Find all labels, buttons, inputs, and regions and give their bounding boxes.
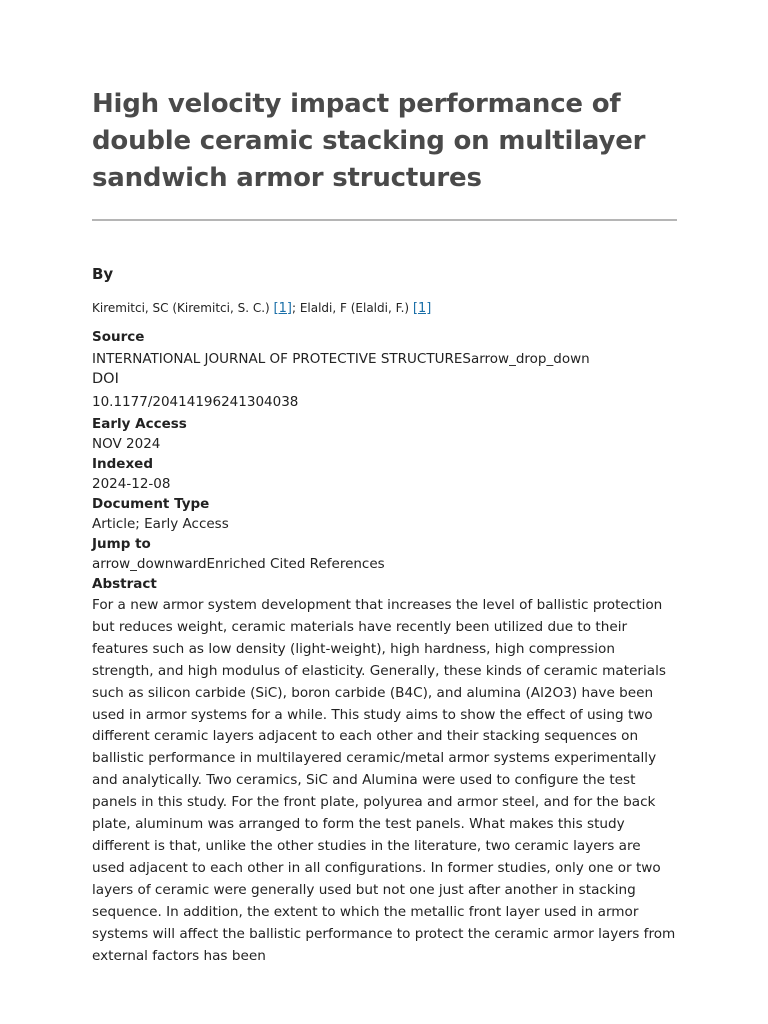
document-type-label: Document Type [92,496,210,512]
doi-label: DOI [92,371,119,387]
title-divider [92,219,677,221]
author-name[interactable]: Kiremitci, SC (Kiremitci, S. C.) [92,301,270,315]
article-title: High velocity impact performance of double ceramic stacking on multilayer sandwich armor structures [92,89,646,193]
early-access-label: Early Access [92,416,187,432]
article-record [92,86,677,967]
author-name[interactable]: Elaldi, F (Elaldi, F.) [299,301,410,315]
doi-field [92,369,677,412]
source-field [92,327,677,369]
doi-value: 10.1177/20414196241304038 [92,394,299,410]
author-separator: ; [291,301,296,315]
abstract-text: For a new armor system development that increases the level of ballistic protection but reduces weight, ceramic materials have recently been utilized due to their features such as low density (light-weight), high hardness, high compression strength, and high modulus of elasticity. Generally, these kinds of ceramic materials such as silicon carbide (SiC), boron carbide (B4C), and alumina (Al2O3) have been used in armor systems for a while. This study aims to show the effect of using two different ceramic layers adjacent to each other and their stacking sequences on ballistic performance in multilayered ceramic/metal armor systems experimentally and analytically. Two ceramics, SiC and Alumina were used to configure the test panels in this study. For the front plate, polyurea and armor steel, and for the back plate, aluminum was arranged to form the test panels. What makes this study different is that, unlike the other studies in the literature, two ceramic layers are used adjacent to each other in all configurations. In former studies, only one or two layers of ceramic were generally used but not one just after another in stacking sequence. In addition, the extent to which the metallic front layer used in armor systems will affect the ballistic performance to protect the ceramic armor layers from external factors has been [92,597,676,964]
jump-to-field [92,534,677,574]
early-access-value: NOV 2024 [92,436,161,452]
author-list [92,301,677,316]
abstract-section [92,574,677,967]
jump-to-link[interactable]: arrow_downwardEnriched Cited References [92,556,385,572]
author-affiliation-link[interactable]: [1] [412,301,432,316]
document-type-value: Article; Early Access [92,516,229,532]
early-access-field [92,414,677,454]
by-label: By [92,265,114,283]
source-value[interactable]: INTERNATIONAL JOURNAL OF PROTECTIVE STRUCTURESarrow_drop_down [92,351,590,367]
indexed-label: Indexed [92,456,153,472]
source-label: Source [92,329,145,345]
indexed-field [92,454,677,494]
jump-to-label: Jump to [92,536,151,552]
indexed-value: 2024-12-08 [92,476,171,492]
document-type-field [92,494,677,534]
author-affiliation-link[interactable]: [1] [273,301,292,316]
abstract-label: Abstract [92,576,157,592]
